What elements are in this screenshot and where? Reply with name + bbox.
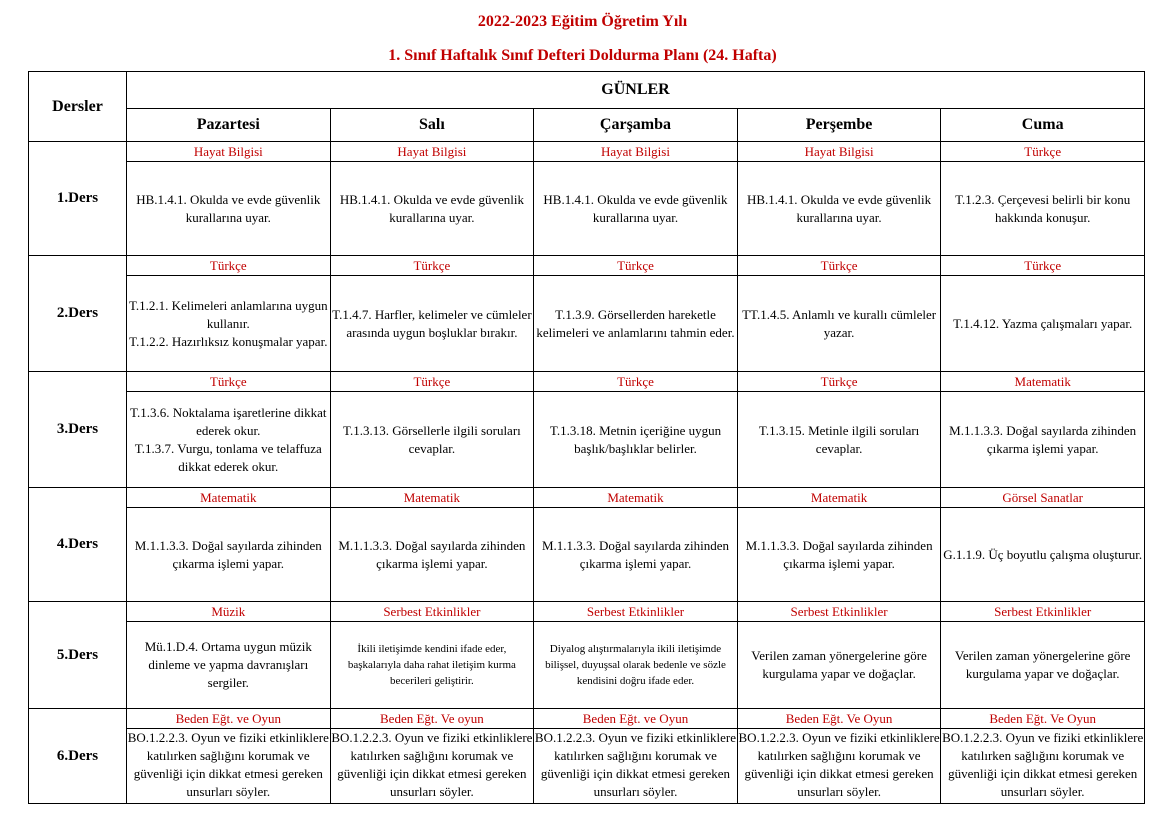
subject-thursday: Beden Eğt. Ve Oyun bbox=[737, 709, 941, 729]
outcome-text: G.1.1.9. Üç boyutlu çalışma oluşturur. bbox=[943, 546, 1143, 562]
outcome-wednesday bbox=[534, 729, 738, 804]
subject-monday: Türkçe bbox=[127, 256, 331, 276]
subject-friday: Türkçe bbox=[941, 142, 1145, 162]
subject-thursday: Türkçe bbox=[737, 256, 941, 276]
outcome-text: T.1.2.2. Hazırlıksız konuşmalar yapar. bbox=[129, 333, 328, 349]
subject-friday: Matematik bbox=[941, 372, 1145, 392]
subject-friday: Görsel Sanatlar bbox=[941, 488, 1145, 508]
outcome-friday bbox=[941, 276, 1145, 372]
subject-wednesday: Matematik bbox=[534, 488, 738, 508]
outcome-text: M.1.1.3.3. Doğal sayılarda zihinden çıkarma işlemi yapar. bbox=[338, 537, 526, 571]
outcome-wednesday bbox=[534, 276, 738, 372]
outcome-text: T.1.2.1. Kelimeleri anlamlarına uygun kullanır. bbox=[128, 297, 328, 331]
outcome-tuesday bbox=[330, 622, 534, 709]
outcome-text: İkili iletişimde kendini ifade eder, başkalarıyla daha rahat iletişim kurma becerileri geliştirir. bbox=[347, 643, 516, 687]
outcome-friday bbox=[941, 729, 1145, 804]
outcome-thursday bbox=[737, 622, 941, 709]
day-header-monday: Pazartesi bbox=[127, 109, 331, 142]
outcome-text: BO.1.2.2.3. Oyun ve fiziki etkinliklere katılırken sağlığını korumak ve güvenliği için dikkat etmesi gereken unsurları söyler. bbox=[127, 730, 329, 799]
outcome-text: M.1.1.3.3. Doğal sayılarda zihinden çıkarma işlemi yapar. bbox=[134, 537, 322, 571]
outcome-text: M.1.1.3.3. Doğal sayılarda zihinden çıkarma işlemi yapar. bbox=[745, 537, 933, 571]
outcome-text: T.1.2.3. Çerçevesi belirli bir konu hakkında konuşur. bbox=[955, 191, 1131, 225]
days-header: GÜNLER bbox=[127, 72, 1145, 109]
outcome-text: HB.1.4.1. Okulda ve evde güvenlik kurallarına uyar. bbox=[339, 191, 524, 225]
outcome-tuesday bbox=[330, 392, 534, 488]
day-header-thursday: Perşembe bbox=[737, 109, 941, 142]
outcome-text: T.1.4.7. Harfler, kelimeler ve cümleler arasında uygun boşluklar bırakır. bbox=[332, 306, 532, 340]
subject-monday: Hayat Bilgisi bbox=[127, 142, 331, 162]
subject-tuesday: Beden Eğt. Ve oyun bbox=[330, 709, 534, 729]
outcome-thursday bbox=[737, 162, 941, 256]
outcome-thursday bbox=[737, 508, 941, 602]
subject-tuesday: Hayat Bilgisi bbox=[330, 142, 534, 162]
outcome-text: Verilen zaman yönergelerine göre kurgulama yapar ve doğaçlar. bbox=[751, 648, 927, 681]
lesson-subject-row bbox=[29, 709, 1145, 729]
outcome-text: M.1.1.3.3. Doğal sayılarda zihinden çıkarma işlemi yapar. bbox=[949, 422, 1137, 456]
outcome-friday bbox=[941, 622, 1145, 709]
subject-monday: Türkçe bbox=[127, 372, 331, 392]
lessons-header: Dersler bbox=[29, 72, 127, 142]
subject-monday: Beden Eğt. ve Oyun bbox=[127, 709, 331, 729]
outcome-monday bbox=[127, 162, 331, 256]
outcome-tuesday bbox=[330, 729, 534, 804]
outcome-text: Diyalog alıştırmalarıyla ikili iletişimde bilişsel, duyuşsal olarak bedenle ve sözle kendisini doğru ifade eder. bbox=[545, 643, 726, 687]
outcome-text: BO.1.2.2.3. Oyun ve fiziki etkinliklere katılırken sağlığını korumak ve güvenliği için dikkat etmesi gereken unsurları söyler. bbox=[331, 730, 533, 799]
lesson-outcome-row bbox=[29, 162, 1145, 256]
subject-monday: Matematik bbox=[127, 488, 331, 508]
subject-thursday: Matematik bbox=[737, 488, 941, 508]
outcome-text: T.1.3.18. Metnin içeriğine uygun başlık/başlıklar belirler. bbox=[549, 422, 722, 456]
outcome-thursday bbox=[737, 392, 941, 488]
outcome-wednesday bbox=[534, 508, 738, 602]
day-header-tuesday: Salı bbox=[330, 109, 534, 142]
outcome-wednesday bbox=[534, 392, 738, 488]
outcome-friday bbox=[941, 162, 1145, 256]
lesson-name: 2.Ders bbox=[29, 256, 127, 372]
outcome-wednesday bbox=[534, 162, 738, 256]
outcome-text: BO.1.2.2.3. Oyun ve fiziki etkinliklere katılırken sağlığını korumak ve güvenliği için dikkat etmesi gereken unsurları söyler. bbox=[534, 730, 737, 799]
lesson-subject-row bbox=[29, 142, 1145, 162]
lesson-name: 5.Ders bbox=[29, 602, 127, 709]
outcome-text: BO.1.2.2.3. Oyun ve fiziki etkinliklere katılırken sağlığını korumak ve güvenliği için dikkat etmesi gereken unsurları söyler. bbox=[942, 730, 1144, 799]
outcome-tuesday bbox=[330, 276, 534, 372]
lesson-subject-row bbox=[29, 372, 1145, 392]
subject-wednesday: Beden Eğt. ve Oyun bbox=[534, 709, 738, 729]
outcome-text: Verilen zaman yönergelerine göre kurgulama yapar ve doğaçlar. bbox=[954, 648, 1131, 681]
outcome-monday bbox=[127, 276, 331, 372]
lesson-outcome-row bbox=[29, 392, 1145, 488]
outcome-thursday bbox=[737, 276, 941, 372]
subject-tuesday: Türkçe bbox=[330, 256, 534, 276]
outcome-tuesday bbox=[330, 508, 534, 602]
subject-monday: Müzik bbox=[127, 602, 331, 622]
outcome-text: T.1.3.13. Görsellerle ilgili soruları cevaplar. bbox=[343, 422, 521, 456]
title-weekly-plan: 1. Sınıf Haftalık Sınıf Defteri Doldurma Planı (24. Hafta) bbox=[388, 47, 777, 64]
lesson-outcome-row bbox=[29, 508, 1145, 602]
weekly-plan-table bbox=[28, 71, 1145, 804]
outcome-text: M.1.1.3.3. Doğal sayılarda zihinden çıkarma işlemi yapar. bbox=[541, 537, 729, 571]
outcome-friday bbox=[941, 392, 1145, 488]
outcome-friday bbox=[941, 508, 1145, 602]
outcome-tuesday bbox=[330, 162, 534, 256]
subject-wednesday: Serbest Etkinlikler bbox=[534, 602, 738, 622]
subject-tuesday: Türkçe bbox=[330, 372, 534, 392]
outcome-text: HB.1.4.1. Okulda ve evde güvenlik kurallarına uyar. bbox=[543, 191, 728, 225]
subject-thursday: Hayat Bilgisi bbox=[737, 142, 941, 162]
subject-wednesday: Türkçe bbox=[534, 256, 738, 276]
subject-friday: Türkçe bbox=[941, 256, 1145, 276]
outcome-text: T.1.3.7. Vurgu, tonlama ve telaffuza dikkat ederek okur. bbox=[134, 440, 322, 474]
subject-friday: Serbest Etkinlikler bbox=[941, 602, 1145, 622]
lesson-name: 3.Ders bbox=[29, 372, 127, 488]
outcome-thursday bbox=[737, 729, 941, 804]
subject-wednesday: Türkçe bbox=[534, 372, 738, 392]
outcome-monday bbox=[127, 729, 331, 804]
outcome-monday bbox=[127, 508, 331, 602]
lesson-subject-row bbox=[29, 488, 1145, 508]
outcome-text: T.1.3.6. Noktalama işaretlerine dikkat ederek okur. bbox=[130, 404, 327, 438]
lesson-subject-row bbox=[29, 602, 1145, 622]
day-header-wednesday: Çarşamba bbox=[534, 109, 738, 142]
subject-tuesday: Matematik bbox=[330, 488, 534, 508]
outcome-text: Mü.1.D.4. Ortama uygun müzik dinleme ve yapma davranışları sergiler. bbox=[144, 639, 312, 690]
lesson-name: 6.Ders bbox=[29, 709, 127, 804]
subject-wednesday: Hayat Bilgisi bbox=[534, 142, 738, 162]
lesson-outcome-row bbox=[29, 276, 1145, 372]
title-school-year: 2022-2023 Eğitim Öğretim Yılı bbox=[477, 13, 688, 30]
outcome-text: T.1.4.12. Yazma çalışmaları yapar. bbox=[953, 315, 1133, 331]
subject-tuesday: Serbest Etkinlikler bbox=[330, 602, 534, 622]
subject-friday: Beden Eğt. Ve Oyun bbox=[941, 709, 1145, 729]
lesson-outcome-row bbox=[29, 622, 1145, 709]
lesson-name: 4.Ders bbox=[29, 488, 127, 602]
outcome-text: TT.1.4.5. Anlamlı ve kurallı cümleler yazar. bbox=[742, 306, 937, 340]
outcome-monday bbox=[127, 392, 331, 488]
outcome-text: T.1.3.15. Metinle ilgili soruları cevaplar. bbox=[758, 422, 920, 456]
outcome-text: HB.1.4.1. Okulda ve evde güvenlik kurallarına uyar. bbox=[136, 191, 321, 225]
lesson-name: 1.Ders bbox=[29, 142, 127, 256]
outcome-monday bbox=[127, 622, 331, 709]
outcome-text: T.1.3.9. Görsellerden hareketle kelimeleri ve anlamlarını tahmin eder. bbox=[536, 306, 735, 340]
subject-thursday: Serbest Etkinlikler bbox=[737, 602, 941, 622]
lesson-subject-row bbox=[29, 256, 1145, 276]
lesson-outcome-row bbox=[29, 729, 1145, 804]
day-header-friday: Cuma bbox=[941, 109, 1145, 142]
outcome-wednesday bbox=[534, 622, 738, 709]
outcome-text: HB.1.4.1. Okulda ve evde güvenlik kurallarına uyar. bbox=[747, 191, 932, 225]
outcome-text: BO.1.2.2.3. Oyun ve fiziki etkinliklere katılırken sağlığını korumak ve güvenliği için dikkat etmesi gereken unsurları söyler. bbox=[738, 730, 940, 799]
subject-thursday: Türkçe bbox=[737, 372, 941, 392]
